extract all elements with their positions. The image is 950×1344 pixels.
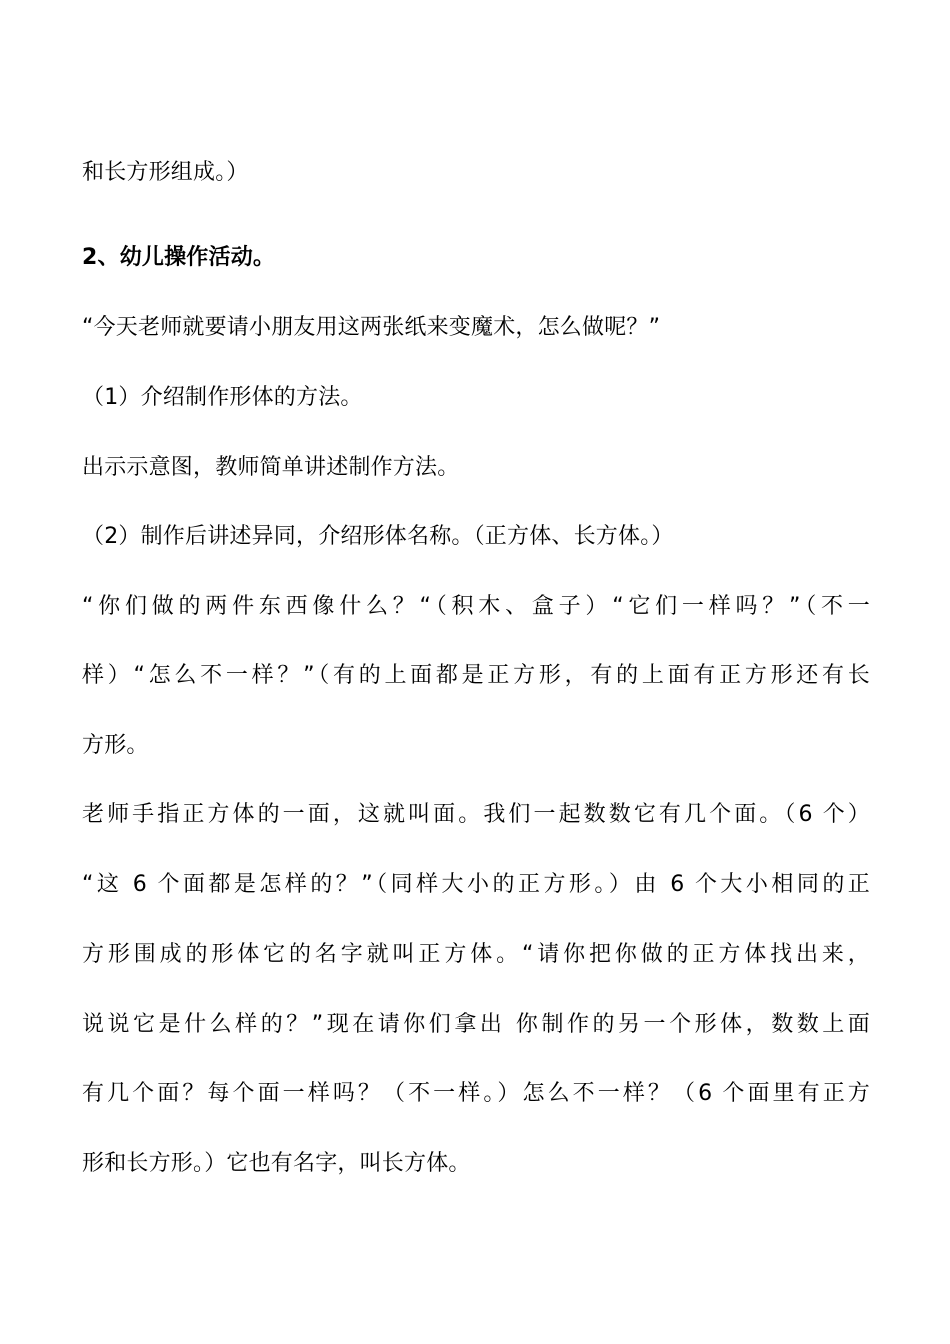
paragraph-line: 说说它是什么样的？”现在请你们拿出 你制作的另一个形体，数数上面 [82, 1012, 870, 1037]
section-heading: 2、幼儿操作活动。 [82, 245, 276, 270]
paragraph-line: 出示示意图，教师简单讲述制作方法。 [82, 455, 460, 480]
paragraph-line: 方形围成的形体它的名字就叫正方体。“请你把你做的正方体找出来， [82, 942, 870, 967]
paragraph-line: 有几个面？每个面一样吗？（不一样。）怎么不一样？（6 个面里有正方 [82, 1081, 870, 1106]
paragraph-line: “这 6 个面都是怎样的？”（同样大小的正方形。）由 6 个大小相同的正 [82, 872, 870, 897]
paragraph-line: “今天老师就要请小朋友用这两张纸来变魔术，怎么做呢？” [82, 315, 661, 340]
paragraph-line: （1）介绍制作形体的方法。 [82, 385, 363, 410]
paragraph-line: 方形。 [82, 733, 149, 758]
paragraph-line: 和长方形组成。） [82, 160, 249, 185]
paragraph-line: 样）“怎么不一样？”（有的上面都是正方形，有的上面有正方形还有长 [82, 663, 870, 688]
paragraph-line: （2）制作后讲述异同，介绍形体名称。（正方体、长方体。） [82, 524, 674, 549]
paragraph-line: 老师手指正方体的一面，这就叫面。我们一起数数它有几个面。（6 个） [82, 802, 870, 827]
paragraph-line: 形和长方形。）它也有名字，叫长方体。 [82, 1151, 471, 1176]
paragraph-line: “你们做的两件东西像什么？“（积木、盒子）“它们一样吗？”（不一 [82, 594, 870, 619]
